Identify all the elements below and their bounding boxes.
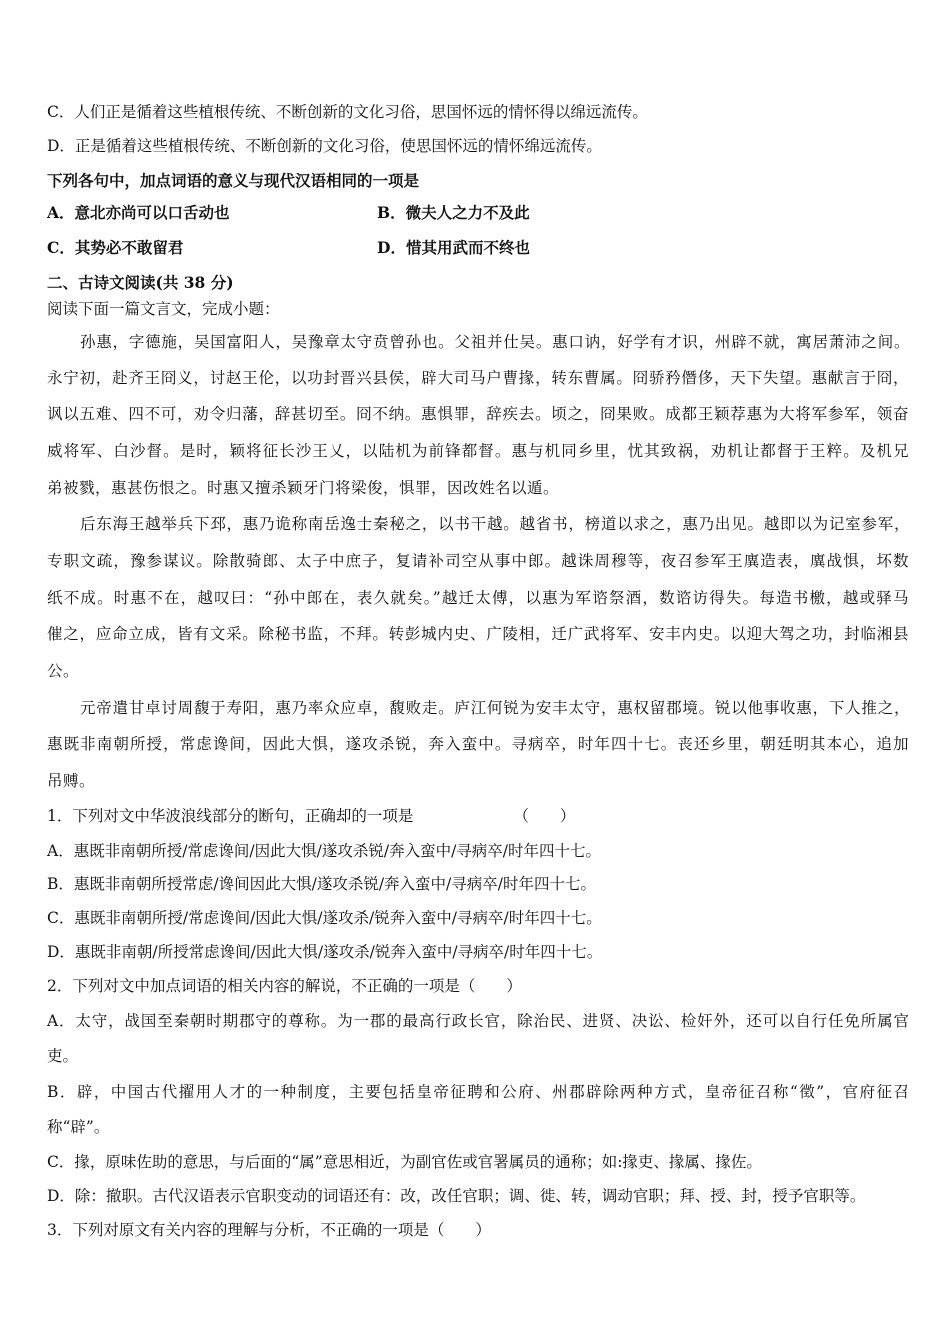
passage-line: 讽以五难、四不可，劝令归藩，辞甚切至。冏不纳。惠惧罪，辞疾去。顷之，冏果败。成都王颖荐惠为大将军参军，领奋 xyxy=(47,405,909,423)
q1-option-c: C．惠既非南朝所授/常虑谗间/因此大惧/遂攻杀/锐奔入蛮中/寻病卒/时年四十七。 xyxy=(47,909,602,927)
q1-option-b: B．惠既非南朝所授常虑/谗间因此大惧/遂攻杀锐/奔入蛮中/寻病卒/时年四十七。 xyxy=(47,875,597,893)
word-question-stem: 下列各句中，加点词语的意义与现代汉语相同的一项是 xyxy=(47,171,420,190)
word-question-option-d: D．惜其用武而不终也 xyxy=(377,238,530,257)
word-question-option-a: A．意北亦尚可以口舌动也 xyxy=(47,203,230,222)
section-instruction: 阅读下面一篇文言文，完成小题： xyxy=(47,300,280,318)
q2-option-d: D．除：撤职。古代汉语表示官职变动的词语还有：改，改任官职；调、徙、转，调动官职；拜、授、封，授予官职等。 xyxy=(47,1187,866,1205)
passage-line: 纸不成。时惠不在，越叹曰：“孙中郎在，表久就矣。”越迁太傅，以惠为军谘祭酒，数谘访得失。每造书檄，越或驿马 xyxy=(47,589,909,607)
q2-option-a-line1: A．太守，战国至秦朝时期郡守的尊称。为一郡的最高行政长官，除治民、进贤、决讼、检奸外，还可以自行任免所属官 xyxy=(47,1012,909,1030)
prev-question-option-d: D．正是循着这些植根传统、不断创新的文化习俗，使思国怀远的情怀绵远流传。 xyxy=(47,137,602,155)
passage-line: 元帝遣甘卓讨周馥于寿阳，惠乃率众应卓，馥败走。庐江何锐为安丰太守，惠权留郡境。锐以他事收惠，下人推之， xyxy=(80,699,910,717)
q2-option-c: C．掾，原味佐助的意思，与后面的“属”意思相近，为副官佐或官署属员的通称；如:掾吏、掾属、掾佐。 xyxy=(47,1153,762,1171)
q1-option-d: D．惠既非南朝/所授常虑谗间/因此大惧/遂攻杀/锐奔入蛮中/寻病卒/时年四十七。 xyxy=(47,943,603,961)
passage-line: 孙惠，字德施，吴国富阳人，吴豫章太守贲曾孙也。父祖并仕吴。惠口讷，好学有才识，州辟不就，寓居萧沛之间。 xyxy=(80,333,910,351)
q1-answer-paren: （ ） xyxy=(513,807,576,825)
passage-line: 永宁初，赴齐王冏义，讨赵王伦，以功封晋兴县侯，辟大司马户曹掾，转东曹属。冏骄矜僭侈，天下失望。惠献言于冏， xyxy=(47,369,909,387)
passage-line: 弟被戮，惠甚伤恨之。时惠又擅杀颖牙门将梁俊，惧罪，因改姓名以遁。 xyxy=(47,479,560,497)
passage-line: 惠既非南朝所授，常虑谗间，因此大惧，遂攻杀锐，奔入蛮中。寻病卒，时年四十七。丧还乡里，朝廷明其本心，追加 xyxy=(47,735,909,753)
q1-stem-text: 1．下列对文中华波浪线部分的断句，正确却的一项是 xyxy=(47,807,414,825)
q3-stem: 3．下列对原文有关内容的理解与分析，不正确的一项是（ ） xyxy=(47,1221,491,1239)
passage-line: 公。 xyxy=(47,662,80,680)
passage-line: 后东海王越举兵下邳，惠乃诡称南岳逸士秦秘之，以书干越。越省书，榜道以求之，惠乃出见。越即以为记室参军， xyxy=(80,515,910,533)
section-heading: 二、古诗文阅读(共 38 分) xyxy=(47,273,234,292)
q2-option-b-line1: B．辟，中国古代擢用人才的一种制度，主要包括皇帝征聘和公府、州郡辟除两种方式，皇帝征召称“徵”，官府征召 xyxy=(47,1083,909,1101)
passage-line: 催之，应命立成，皆有文采。除秘书监，不拜。转彭城内史、广陵相，迁广武将军、安丰内史。以迎大驾之功，封临湘县 xyxy=(47,625,909,643)
q2-stem: 2．下列对文中加点词语的相关内容的解说，不正确的一项是（ ） xyxy=(47,977,522,995)
q2-option-a-line2: 吏。 xyxy=(47,1047,79,1065)
q1-stem xyxy=(47,805,909,827)
passage-line: 专职文疏，豫参谋议。除散骑郎、太子中庶子，复请补司空从事中郎。越诛周穆等，夜召参军王廙造表，廙战惧，坏数 xyxy=(47,552,909,570)
q2-option-b-line2: 称“辟”。 xyxy=(47,1118,110,1136)
q1-option-a: A．惠既非南朝所授/常虑谗间/因此大惧/遂攻杀锐/奔入蛮中/寻病卒/时年四十七。 xyxy=(47,842,602,860)
word-question-option-c: C．其势必不敢留君 xyxy=(47,238,184,257)
passage-line: 吊赙。 xyxy=(47,772,96,790)
prev-question-option-c: C．人们正是循着这些植根传统、不断创新的文化习俗，思国怀远的情怀得以绵远流传。 xyxy=(47,103,648,121)
word-question-option-b: B．微夫人之力不及此 xyxy=(377,203,530,222)
passage-line: 威将军、白沙督。是时，颖将征长沙王乂，以陆机为前锋都督。惠与机同乡里，忧其致祸，劝机让都督于王粹。及机兄 xyxy=(47,442,909,460)
